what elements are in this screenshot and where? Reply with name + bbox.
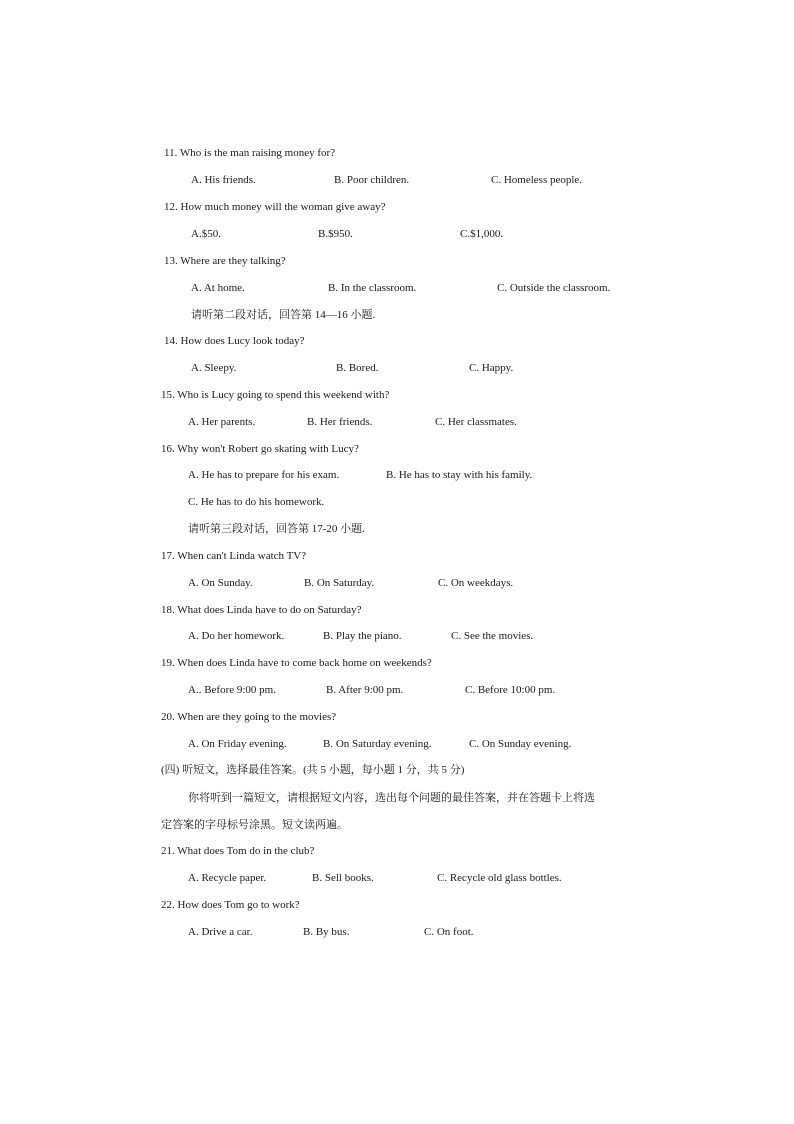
answer-option: B. In the classroom. xyxy=(328,282,417,294)
answer-option: C. Homeless people. xyxy=(491,174,583,186)
question-text: 21. What does Tom do in the club? xyxy=(161,845,315,857)
question-text: 13. Where are they talking? xyxy=(164,255,286,267)
answer-option: B. Play the piano. xyxy=(323,630,402,642)
question-text: 19. When does Linda have to come back home on weekends? xyxy=(161,657,432,669)
answer-option: C. See the movies. xyxy=(451,630,534,642)
answer-option: A. Her parents. xyxy=(188,416,256,428)
answer-option: B. After 9:00 pm. xyxy=(326,684,404,696)
question-text: 11. Who is the man raising money for? xyxy=(164,147,336,159)
answer-option: A. On Friday evening. xyxy=(188,738,287,750)
answer-option: C. Recycle old glass bottles. xyxy=(437,872,562,884)
answer-option: C. Her classmates. xyxy=(435,416,517,428)
answer-option: C.$1,000. xyxy=(460,228,504,240)
question-text: 20. When are they going to the movies? xyxy=(161,711,337,723)
question-text: 18. What does Linda have to do on Saturday? xyxy=(161,604,362,616)
answer-option: C. On foot. xyxy=(424,926,474,938)
answer-option: B. By bus. xyxy=(303,926,350,938)
answer-option: A. On Sunday. xyxy=(188,577,253,589)
instruction-text: 请听第二段对话，回答第 14—16 小题. xyxy=(191,309,376,321)
answer-option: B. Poor children. xyxy=(334,174,410,186)
question-text: 15. Who is Lucy going to spend this weekend with? xyxy=(161,389,390,401)
answer-option: A.. Before 9:00 pm. xyxy=(188,684,276,696)
answer-option: C. Outside the classroom. xyxy=(497,282,611,294)
directions-paragraph: 你将听到一篇短文，请根据短文内容，选出每个问题的最佳答案，并在答题卡上将选 xyxy=(188,792,595,804)
answer-option: C. He has to do his homework. xyxy=(188,496,325,508)
answer-option: B. On Saturday evening. xyxy=(323,738,432,750)
question-text: 14. How does Lucy look today? xyxy=(164,335,305,347)
question-text: 17. When can't Linda watch TV? xyxy=(161,550,307,562)
question-text: 12. How much money will the woman give away? xyxy=(164,201,386,213)
answer-option: A. He has to prepare for his exam. xyxy=(188,469,340,481)
directions-paragraph: 定答案的字母标号涂黑。短文读两遍。 xyxy=(161,819,348,831)
answer-option: A. Sleepy. xyxy=(191,362,237,374)
answer-option: B. Her friends. xyxy=(307,416,373,428)
answer-option: C. On Sunday evening. xyxy=(469,738,572,750)
answer-option: B.$950. xyxy=(318,228,353,240)
answer-option: A. At home. xyxy=(191,282,245,294)
answer-option: A. Do her homework. xyxy=(188,630,285,642)
answer-option: A. Drive a car. xyxy=(188,926,253,938)
section-heading: (四) 听短文，选择最佳答案。(共 5 小题，每小题 1 分，共 5 分) xyxy=(161,764,465,776)
answer-option: B. On Saturday. xyxy=(304,577,375,589)
answer-option: A. His friends. xyxy=(191,174,256,186)
answer-option: B. He has to stay with his family. xyxy=(386,469,533,481)
answer-option: B. Bored. xyxy=(336,362,379,374)
answer-option: C. On weekdays. xyxy=(438,577,514,589)
answer-option: B. Sell books. xyxy=(312,872,374,884)
question-text: 16. Why won't Robert go skating with Lucy? xyxy=(161,443,359,455)
answer-option: A. Recycle paper. xyxy=(188,872,267,884)
answer-option: C. Happy. xyxy=(469,362,514,374)
question-text: 22. How does Tom go to work? xyxy=(161,899,300,911)
answer-option: C. Before 10:00 pm. xyxy=(465,684,556,696)
instruction-text: 请听第三段对话，回答第 17-20 小题. xyxy=(188,523,365,535)
answer-option: A.$50. xyxy=(191,228,221,240)
